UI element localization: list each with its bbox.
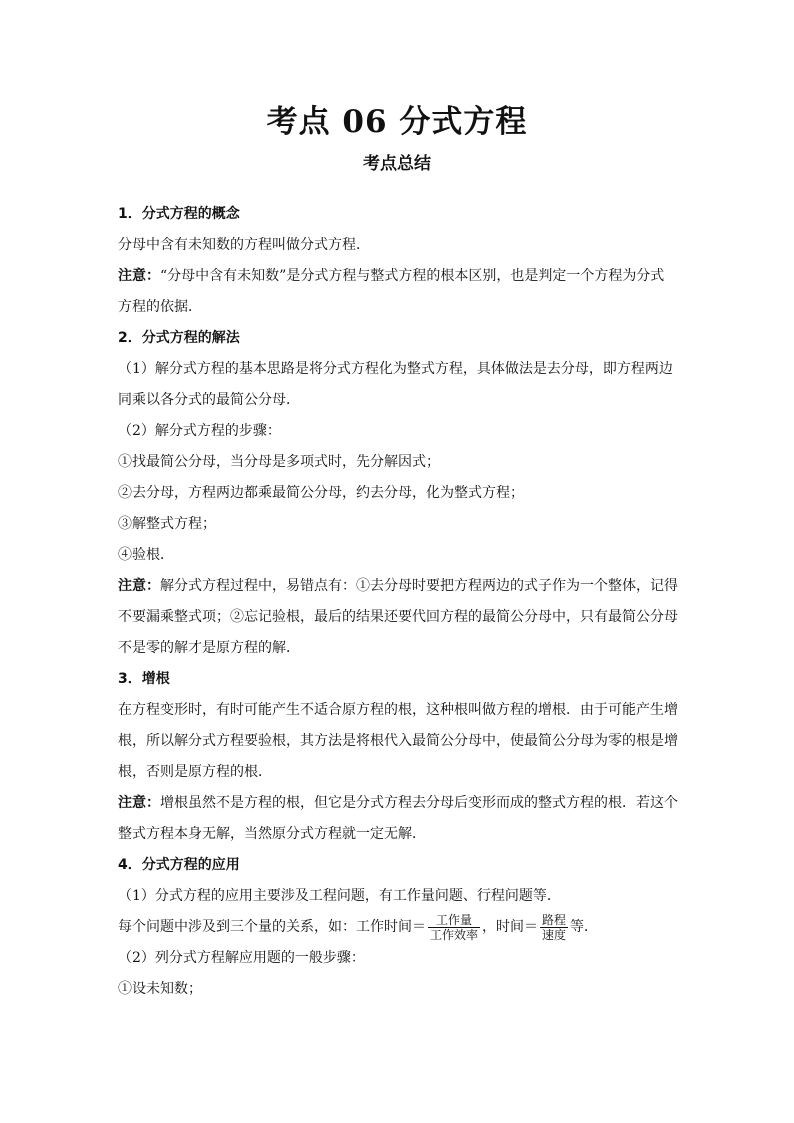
note-label: 注意： — [118, 268, 160, 284]
fraction-denominator: 速度 — [542, 927, 567, 942]
page-title: 考点 06 分式方程 — [266, 104, 528, 140]
step-item: ①找最简公分母，当分母是多项式时，先分解因式； — [118, 454, 440, 470]
section-2-note — [118, 571, 678, 664]
step-item: ③解整式方程； — [118, 516, 216, 532]
section-1-heading: 1．分式方程的概念 — [118, 206, 240, 222]
section-3-text: 在方程变形时，有时可能产生不适合原方程的根，这种根叫做方程的增根．由于可能产生增根，所以解分式方程要验根，其方法是将根代入最简公分母中，使最简公分母为零的根是增根，否则是原方程的根． — [118, 702, 678, 780]
document-body — [118, 199, 678, 1005]
note-label: 注意： — [118, 795, 160, 811]
formula-line — [118, 912, 678, 943]
fraction-numerator: 路程 — [542, 912, 567, 927]
step-item: ④验根． — [118, 547, 174, 563]
fraction-numerator: 工作量 — [428, 913, 480, 928]
page-subtitle: 考点总结 — [363, 154, 431, 174]
step-item: ②去分母，方程两边都乘最简公分母，约去分母，化为整式方程； — [118, 485, 524, 501]
fraction-time — [540, 913, 568, 942]
section-4-heading: 4．分式方程的应用 — [118, 857, 240, 873]
section-2-paragraph-1: （1）解分式方程的基本思路是将分式方程化为整式方程，具体做法是去分母，即方程两边同乘以各分式的最简公分母． — [118, 361, 673, 408]
note-label: 注意： — [118, 578, 160, 594]
formula-text: 等． — [570, 919, 599, 935]
note-text: 解分式方程过程中，易错点有：①去分母时要把方程两边的式子作为一个整体，记得不要漏乘整式项；②忘记验根，最后的结果还要代回方程的最简公分母中，只有最简公分母不是零的解才是原方程的解． — [118, 578, 678, 656]
section-3-heading: 3．增根 — [118, 671, 170, 687]
section-1-text: 分母中含有未知数的方程叫做分式方程． — [118, 237, 370, 253]
section-3-note — [118, 788, 678, 850]
step-item: ①设未知数； — [118, 981, 202, 997]
section-4-paragraph-2: （2）列分式方程解应用题的一般步骤： — [118, 950, 365, 966]
formula-text: ，时间＝ — [482, 919, 539, 935]
section-2-heading: 2．分式方程的解法 — [118, 330, 240, 346]
section-4-paragraph-1: （1）分式方程的应用主要涉及工程问题，有工作量问题、行程问题等． — [118, 888, 561, 904]
section-1-note — [118, 261, 678, 323]
fraction-work-time — [428, 913, 480, 942]
formula-text: 每个问题中涉及到三个量的关系，如：工作时间＝ — [118, 919, 426, 935]
section-2-paragraph-2: （2）解分式方程的步骤： — [118, 423, 281, 439]
fraction-denominator: 工作效率 — [430, 927, 479, 942]
note-text: “分母中含有未知数”是分式方程与整式方程的根本区别，也是判定一个方程为分式方程的依据． — [118, 268, 665, 315]
note-text: 增根虽然不是方程的根，但它是分式方程去分母后变形而成的整式方程的根．若这个整式方程本身无解，当然原分式方程就一定无解． — [118, 795, 678, 842]
